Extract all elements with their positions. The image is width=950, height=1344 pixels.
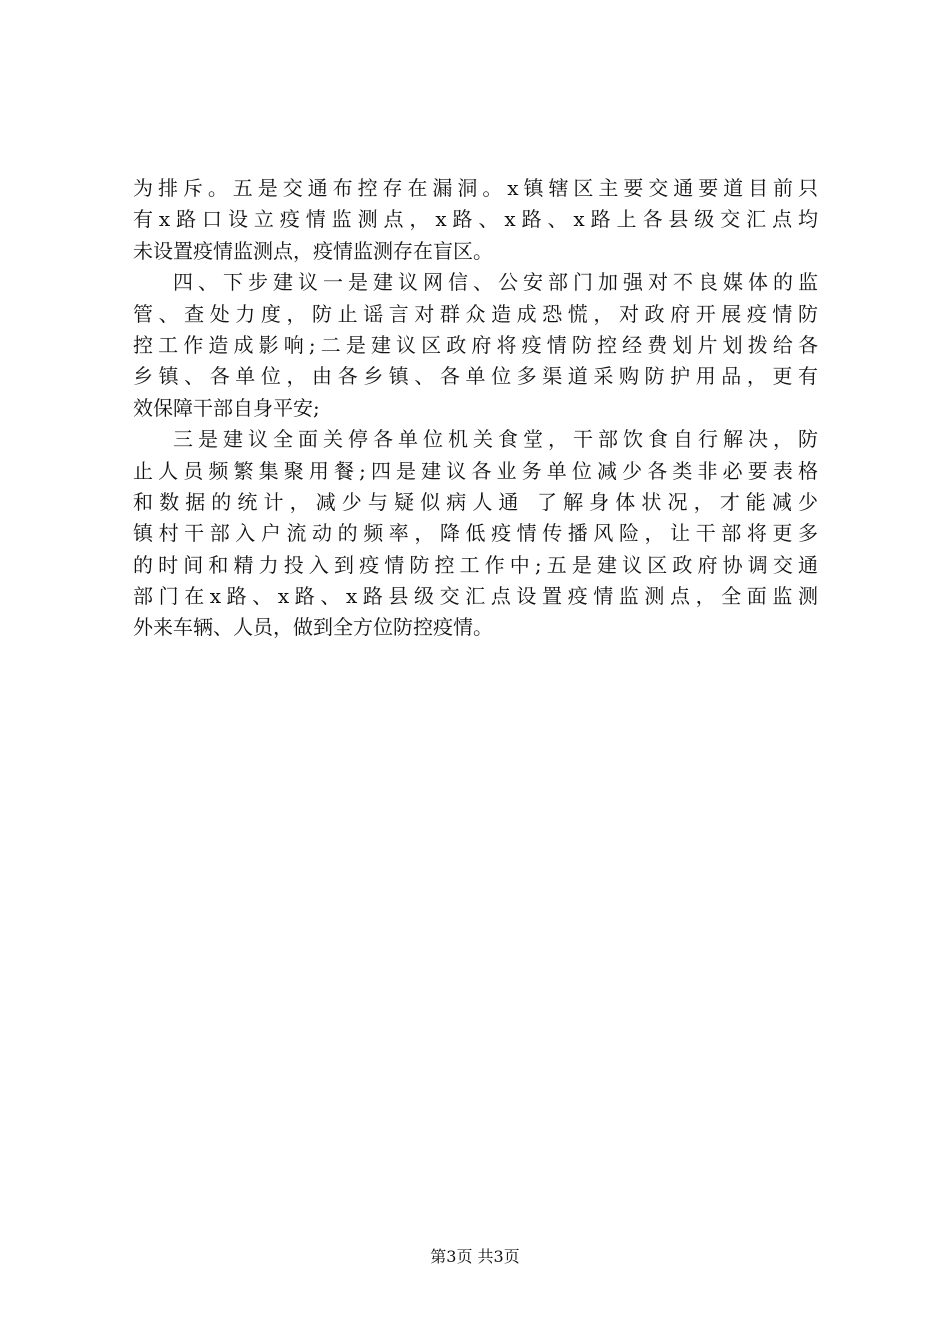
page-footer-number: 第3页 共3页 — [430, 1247, 520, 1266]
paragraph-3-line-3: 和数据的统计，减少与疑似病人通 了解身体状况，才能减少 — [133, 489, 818, 514]
paragraph-1-line-3: 未设置疫情监测点，疫情监测存在盲区。 — [133, 238, 493, 263]
paragraph-3-line-2: 止人员频繁集聚用餐;四是建议各业务单位减少各类非必要表格 — [133, 458, 818, 483]
paragraph-1-line-1: 为排斥。五是交通布控存在漏洞。x镇辖区主要交通要道目前只 — [133, 176, 818, 200]
paragraph-3-line-4: 镇村干部入户流动的频率，降低疫情传播风险，让干部将更多 — [133, 521, 818, 546]
paragraph-3-line-7: 外来车辆、人员，做到全方位防控疫情。 — [133, 615, 493, 640]
paragraph-3-line-6: 部门在x路、x路、x路县级交汇点设置疫情监测点，全面监测 — [133, 584, 818, 609]
paragraph-2-line-2: 管、查处力度，防止谣言对群众造成恐慌，对政府开展疫情防 — [133, 301, 818, 326]
paragraph-3-line-1: 三是建议全面关停各单位机关食堂，干部饮食自行解决，防 — [173, 427, 818, 452]
paragraph-2-line-5: 效保障干部自身平安; — [133, 395, 320, 420]
document-body — [133, 173, 818, 644]
paragraph-2-line-4: 乡镇、各单位，由各乡镇、各单位多渠道采购防护用品，更有 — [133, 364, 818, 389]
paragraph-3-line-5: 的时间和精力投入到疫情防控工作中;五是建议区政府协调交通 — [133, 552, 818, 577]
paragraph-1-line-2: 有x路口设立疫情监测点，x路、x路、x路上各县级交汇点均 — [133, 207, 818, 232]
paragraph-2-line-1: 四、下步建议一是建议网信、公安部门加强对不良媒体的监 — [173, 270, 818, 295]
paragraph-2-line-3: 控工作造成影响;二是建议区政府将疫情防控经费划片划拨给各 — [133, 332, 818, 357]
